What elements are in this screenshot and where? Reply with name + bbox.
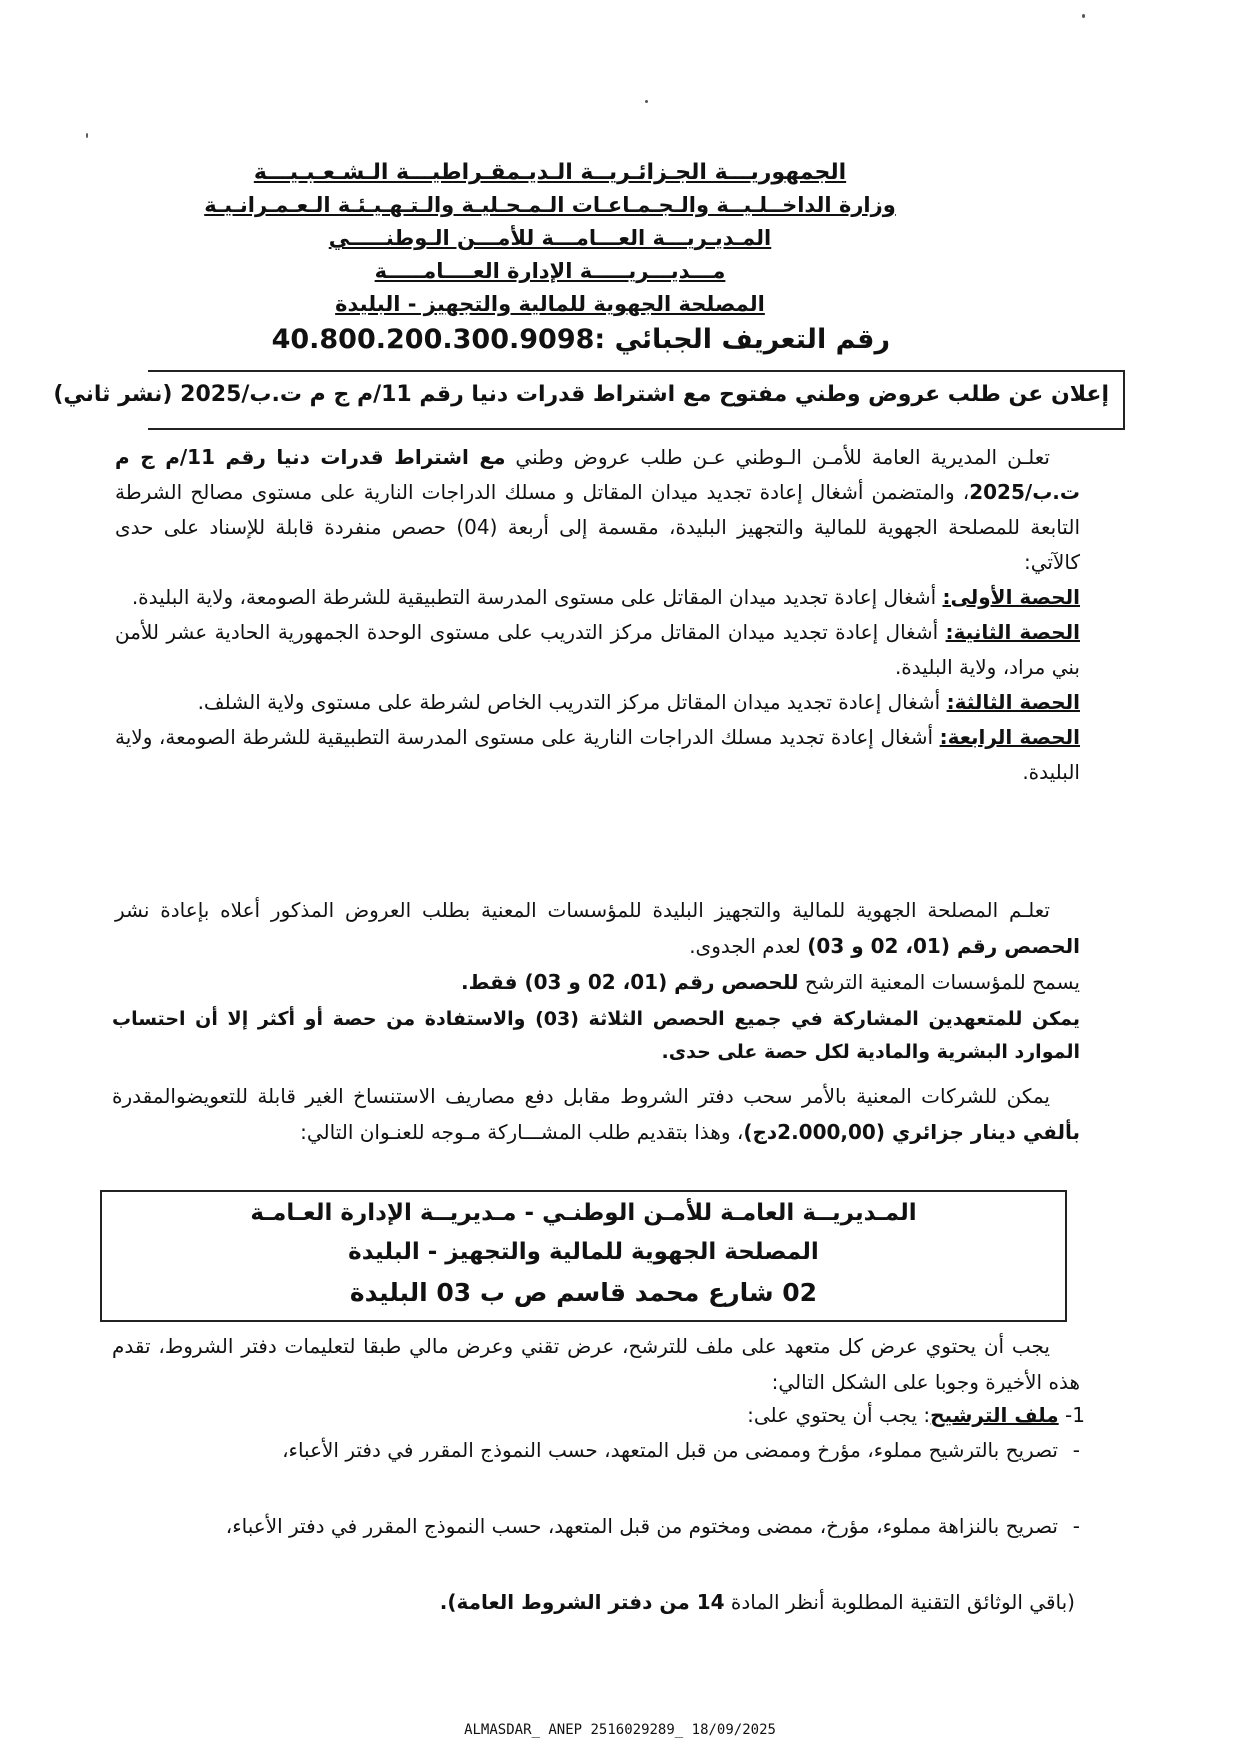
lot-label: الحصة الثالثة: <box>946 690 1080 714</box>
header-regional-service: المصلحة الجهوية للمالية والتجهيز - البليدة <box>335 292 765 316</box>
final-ref: 14 من دفتر الشروط العامة <box>456 1590 725 1614</box>
lot-4 <box>115 720 1080 790</box>
address-box <box>100 1190 1067 1322</box>
eligibility-text: يسمح للمؤسسات المعنية الترشح <box>798 970 1080 994</box>
fees-amount: بألفي دينار جزائري (2.000,00دج) <box>743 1120 1080 1144</box>
lot-text: أشغال إعادة تجديد ميدان المقاتل مركز التدريب على مستوى الوحدة الجمهورية الحادية عشر للأمن بني مراد، ولاية البليدة. <box>115 620 1080 679</box>
final-text: (باقي الوثائق التقنية المطلوبة أنظر المادة <box>724 1590 1075 1614</box>
item-text: : يجب أن يحتوي على: <box>747 1403 931 1427</box>
tax-id <box>271 324 890 355</box>
item-label: ملف الترشيح <box>930 1403 1059 1427</box>
republish-notice <box>115 892 1080 964</box>
bullet-item <box>95 1508 1080 1544</box>
lot-3 <box>115 685 1080 720</box>
intro-section <box>115 440 1080 790</box>
lot-text: أشغال إعادة تجديد ميدان المقاتل مركز التدريب الخاص لشرطة على مستوى ولاية الشلف. <box>197 690 947 714</box>
tax-id-label: رقم التعريف الجبائي : <box>594 324 890 355</box>
lot-label: الحصة الرابعة: <box>939 725 1080 749</box>
eligibility-note <box>461 970 1080 994</box>
header-administration: مـــديـــريـــــة الإدارة العــــامـــــة <box>374 259 726 283</box>
lot-text: أشغال إعادة تجديد ميدان المقاتل على مستوى المدرسة التطبيقية للشرطة الصومعة، ولاية البليدة. <box>131 585 943 609</box>
bullet-dash: - <box>1072 1438 1080 1462</box>
address-line-3: 02 شارع محمد قاسم ص ب 03 البليدة <box>349 1278 818 1307</box>
bullet-item <box>95 1432 1080 1468</box>
intro-text-rest: ، والمتضمن أشغال إعادة تجديد ميدان المقاتل و مسلك الدراجات النارية على مستوى مصالح الشرطة التابعة للمصلحة الجهوية للمالية والتجهيز البليدة، مقسمة إلى أربعة (04) حصص منفردة قابلة للإسناد على حدى كالآتي: <box>115 480 1080 574</box>
header-ministry: وزارة الداخــلـيــة والـجـمـاعـات الـمـحـليـة والـتـهـيـئـة الـعـمـرانـيـة <box>204 193 896 217</box>
bullet-dash: - <box>1072 1514 1080 1538</box>
footer-reference: ALMASDAR_ ANEP 2516029289_ 18/09/2025 <box>464 1722 776 1738</box>
bullet-text: تصريح بالترشيح مملوء، مؤرخ وممضى من قبل المتعهد، حسب النموذج المقرر في دفتر الأعباء، <box>282 1438 1058 1462</box>
address-line-2: المصلحة الجهوية للمالية والتجهيز - البليدة <box>348 1239 819 1265</box>
fees-text: يمكن للشركات المعنية بالأمر سحب دفتر الشروط مقابل دفع مصاريف الاستنساخ الغير قابلة للتعويضوالمقدرة <box>112 1084 1050 1108</box>
lot-label: الحصة الأولى: <box>942 585 1080 609</box>
lot-2 <box>115 615 1080 685</box>
lot-1 <box>115 580 1080 615</box>
offer-paragraph: يجب أن يحتوي عرض كل متعهد على ملف للترشح، عرض تقني وعرض مالي طبقا لتعليمات دفتر الشروط، تقدم هذه الأخيرة وجوبا على الشكل التالي: <box>112 1334 1080 1394</box>
intro-text: تعلـن المديرية العامة للأمـن الـوطني عـن طلب عروض وطني <box>505 445 1050 469</box>
notice-text-end: لعدم الجدوى. <box>689 934 808 958</box>
fees-text-end: ، وهذا بتقديم طلب المشـــاركة مـوجه للعنـوان التالي: <box>300 1120 744 1144</box>
intro-ref: مع اشتراط قدرات دنيا رقم 11/م ج م ت.ب/2025 <box>115 445 1080 504</box>
fees-paragraph <box>112 1078 1080 1150</box>
eligibility-lots: للحصص رقم (01، 02 و 03) فقط. <box>461 970 799 994</box>
scan-speck <box>86 133 88 138</box>
remaining-documents-note <box>440 1590 1075 1614</box>
notice-text: تعلـم المصلحة الجهوية للمالية والتجهيز البليدة للمؤسسات المعنية بطلب العروض المذكور أعلاه بإعادة نشر <box>115 898 1050 922</box>
scan-speck <box>645 100 648 103</box>
scan-speck <box>1082 14 1085 18</box>
participation-note: يمكن للمتعهدين المشاركة في جميع الحصص الثلاثة (03) والاستفادة من حصة أو أكثر إلا أن احتساب الموارد البشرية والمادية لكل حصة على حدى. <box>112 1008 1081 1063</box>
title-box <box>53 370 1125 430</box>
intro-paragraph <box>115 440 1080 580</box>
header-directorate-general: المـديـريـــة العـــامـــة للأمـــن الـوطنـــــي <box>328 226 772 250</box>
address-line-1: المـديريــة العامـة للأمـن الوطنـي - مـديريــة الإدارة العـامـة <box>250 1200 917 1226</box>
lot-label: الحصة الثانية: <box>945 620 1080 644</box>
bullet-text: تصريح بالنزاهة مملوء، مؤرخ، ممضى ومختوم من قبل المتعهد، حسب النموذج المقرر في دفتر الأعباء، <box>225 1514 1058 1538</box>
header-republic: الجمهوريـــة الجـزائـريــة الـديـمقـراطيـــة الـشـعـبـيـــة <box>253 160 847 185</box>
lot-text: أشغال إعادة تجديد مسلك الدراجات النارية على مستوى المدرسة التطبيقية للشرطة الصومعة، ولاية البليدة. <box>115 725 1080 784</box>
tax-id-number: 40.800.200.300.9098 <box>271 324 595 355</box>
notice-lots: الحصص رقم (01، 02 و 03) <box>807 934 1080 958</box>
final-end: ). <box>439 1590 457 1614</box>
announcement-title: إعلان عن طلب عروض وطني مفتوح مع اشتراط قدرات دنيا رقم 11/م ج م ت.ب/2025 (نشر ثاني) <box>53 382 1109 407</box>
item-number: 1- <box>1065 1403 1085 1427</box>
candidacy-file-item <box>95 1398 1095 1432</box>
